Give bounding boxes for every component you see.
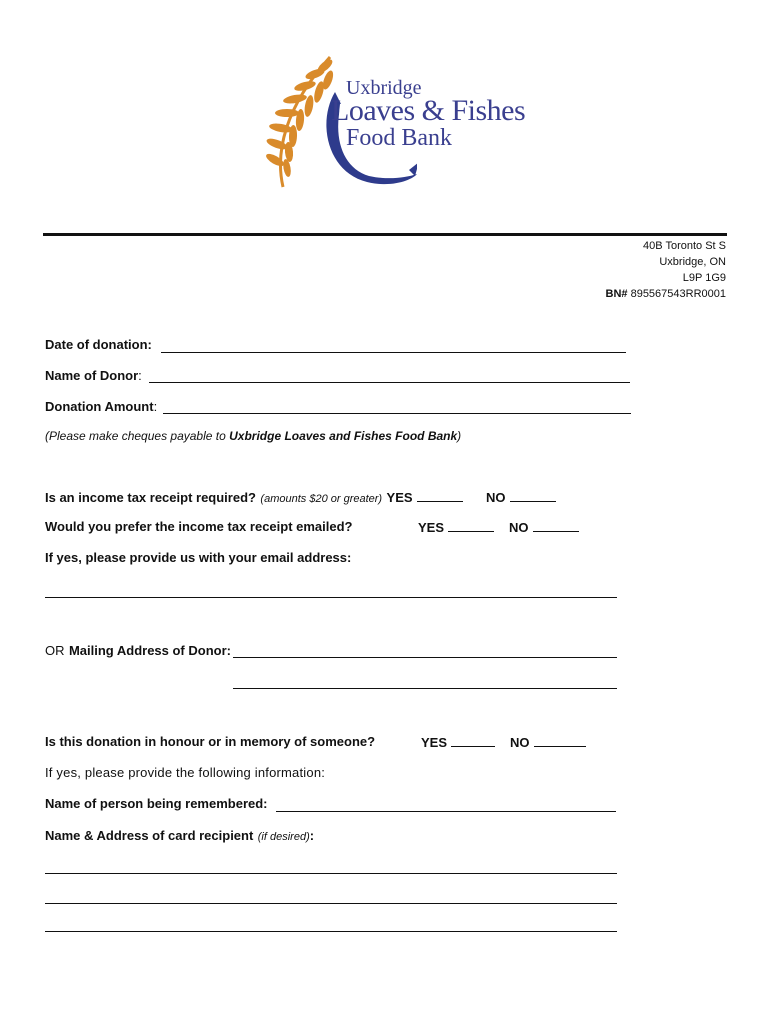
honour-yes-blank[interactable] [451, 735, 495, 747]
bn-value: 895567543RR0001 [630, 288, 726, 300]
address-city: Uxbridge, ON [659, 256, 726, 268]
cheque-payee: Uxbridge Loaves and Fishes Food Bank [229, 429, 458, 443]
tax-no-blank[interactable] [510, 490, 556, 502]
amount-label: Donation Amount [45, 399, 154, 414]
business-number [606, 286, 727, 302]
email-yes-blank[interactable] [448, 520, 494, 532]
card-recipient-label-group [45, 827, 314, 845]
address-postal: L9P 1G9 [682, 272, 726, 284]
email-address-field[interactable] [45, 597, 617, 598]
date-label: Date of donation: [45, 337, 152, 352]
logo-line-food-bank: Food Bank [346, 125, 453, 151]
tax-yes-blank[interactable] [417, 490, 463, 502]
email-no-blank[interactable] [533, 520, 579, 532]
email-no-label: NO [509, 520, 529, 535]
card-recipient-note: (if desired) [257, 831, 310, 843]
donor-name-field[interactable] [149, 382, 630, 383]
remembered-person-field[interactable] [276, 811, 616, 812]
header-divider [43, 233, 727, 236]
mailing-address-label: Mailing Address of Donor: [68, 643, 231, 658]
cheque-note [45, 429, 461, 443]
remembered-person-label: Name of person being remembered: [45, 796, 268, 811]
email-pref-question: Would you prefer the income tax receipt emailed? [45, 519, 353, 534]
donor-label: Name of Donor [45, 368, 139, 383]
card-recipient-label: Name & Address of card recipient [45, 828, 254, 843]
mailing-address-field-1[interactable] [233, 657, 617, 658]
if-yes-info-text: If yes, please provide the following information: [45, 765, 326, 780]
donor-label-group [45, 367, 142, 385]
honour-no-blank[interactable] [534, 735, 586, 747]
tax-receipt-question [45, 489, 463, 507]
or-label: OR [45, 643, 65, 658]
email-prompt: If yes, please provide us with your email address: [45, 550, 352, 565]
amount-label-group [45, 398, 157, 416]
mailing-address-field-2[interactable] [233, 688, 617, 689]
date-field[interactable] [161, 352, 626, 353]
tax-question-text: Is an income tax receipt required? [45, 490, 256, 505]
cheque-note-pre: (Please make cheques payable to [45, 429, 230, 443]
mailing-address-label-group [45, 642, 231, 660]
honour-yes-group [421, 734, 495, 752]
honour-yes-label: YES [421, 735, 448, 750]
honour-no-group [510, 734, 586, 752]
tax-yes-label: YES [386, 490, 413, 505]
tax-no-group [486, 489, 556, 507]
email-yes-group [418, 519, 494, 537]
bn-label: BN# [605, 288, 628, 300]
tax-question-note: (amounts $20 or greater) [260, 493, 383, 505]
donation-amount-field[interactable] [163, 413, 631, 414]
honour-memory-question: Is this donation in honour or in memory of someone? [45, 734, 376, 749]
tax-no-label: NO [486, 490, 506, 505]
card-recipient-field-1[interactable] [45, 873, 617, 874]
email-yes-label: YES [418, 520, 445, 535]
logo-line-uxbridge: Uxbridge [346, 77, 422, 99]
food-bank-logo [245, 52, 535, 192]
donor-colon: : [138, 368, 142, 383]
cheque-note-post: ) [457, 429, 462, 443]
logo-line-loaves-fishes: Loaves & Fishes [331, 94, 526, 127]
honour-no-label: NO [510, 735, 530, 750]
amount-colon: : [153, 399, 158, 414]
card-recipient-field-3[interactable] [45, 931, 617, 932]
email-no-group [509, 519, 579, 537]
card-recipient-field-2[interactable] [45, 903, 617, 904]
card-colon: : [309, 828, 315, 843]
address-street: 40B Toronto St S [643, 240, 726, 252]
